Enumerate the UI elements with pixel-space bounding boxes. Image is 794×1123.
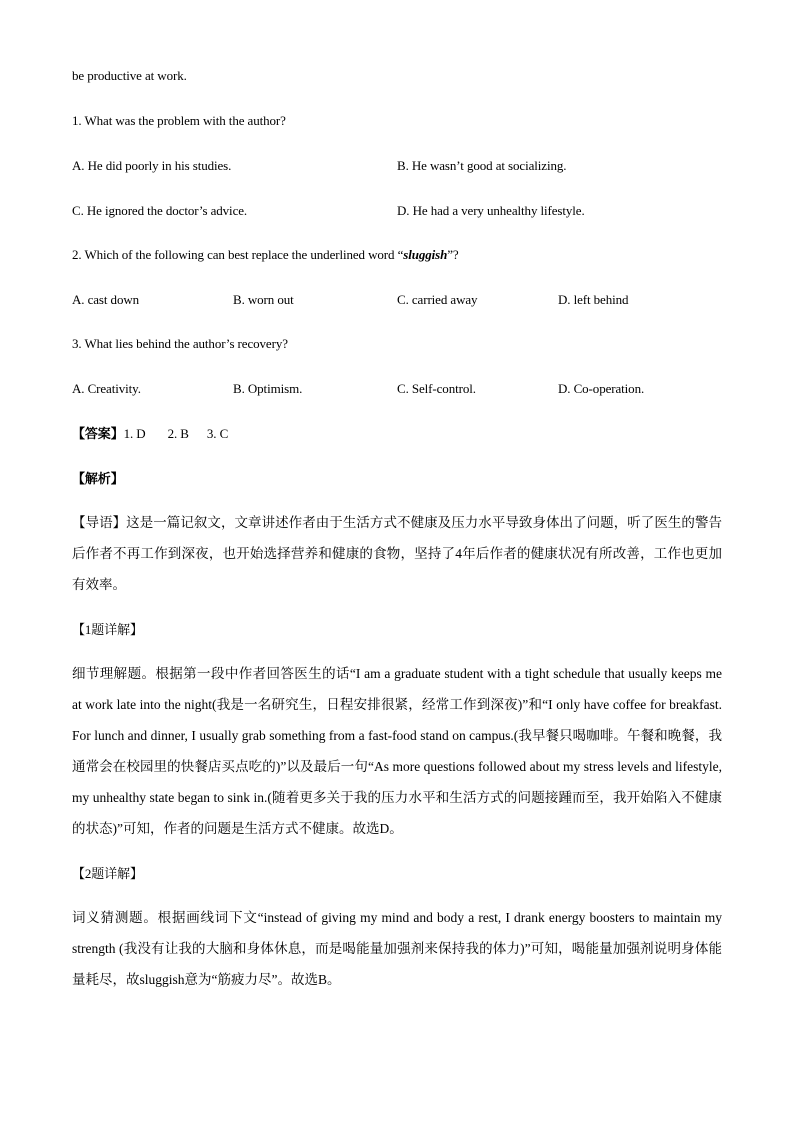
question-2-option-c: C. carried away <box>397 292 478 307</box>
analysis-label: 【解析】 <box>72 471 124 486</box>
guide-label: 【导语】 <box>72 515 127 530</box>
detail-1-text: 细节理解题。根据第一段中作者回答医生的话“I am a graduate student with a tight schedule that usually keeps me at work late into the night(我是一名研究生，日程安排很紧，经常工作到深夜)”和“I only have coffee for breakfast. For lunch and dinner, I usually grab something from a fast-food stand on campus.(我早餐只喝咖啡。午餐和晚餐，我通常会在校园里的快餐店买点吃的)”以及最后一句“As more questions followed about my stress levels and lifestyle, my unhealthy state began to sink in.(随着更多关于我的压力水平和生活方式的问题接踵而至，我开始陷入不健康的状态)”可知，作者的问题是生活方式不健康。故选D。 <box>72 666 722 836</box>
guide-text: 这是一篇记叙文，文章讲述作者由于生活方式不健康及压力水平导致身体出了问题，听了医生的警告后作者不再工作到深夜，也开始选择营养和健康的食物，坚持了4年后作者的健康状况有所改善，工作也更加有效率。 <box>72 515 723 592</box>
question-3-option-d: D. Co-operation. <box>558 381 645 396</box>
question-3-option-c: C. Self-control. <box>397 381 476 396</box>
question-2-stem-prefix: 2. Which of the following can best replace the underlined word “ <box>72 247 404 262</box>
question-2-stem-suffix: ”? <box>447 247 459 262</box>
answer-1: 1. D <box>123 426 146 441</box>
answer-label: 【答案】 <box>72 426 124 441</box>
guide-paragraph <box>72 507 722 600</box>
intro-line: be productive at work. <box>72 68 187 83</box>
question-2-underlined-word: sluggish <box>403 247 448 262</box>
question-2-option-a: A. cast down <box>72 292 140 307</box>
detail-2-text: 词义猜测题。根据画线词下文“instead of giving my mind and body a rest, I drank energy boosters to maintain my strength (我没有让我的大脑和身体休息，而是喝能量加强剂来保持我的体力)”可知，喝能量加强剂说明身体能量耗尽，故sluggish意为“筋疲力尽”。故选B。 <box>72 910 722 987</box>
question-2-option-b: B. worn out <box>233 292 294 307</box>
question-3-stem: 3. What lies behind the author’s recovery? <box>72 336 288 351</box>
question-1-option-d: D. He had a very unhealthy lifestyle. <box>397 203 585 218</box>
answer-3: 3. C <box>206 426 229 441</box>
detail-2-label: 【2题详解】 <box>72 866 143 881</box>
question-1-option-c: C. He ignored the doctor’s advice. <box>72 203 248 218</box>
answer-2: 2. B <box>167 426 189 441</box>
question-2-option-d: D. left behind <box>558 292 629 307</box>
question-1-stem: 1. What was the problem with the author? <box>72 113 286 128</box>
question-3-option-a: A. Creativity. <box>72 381 141 396</box>
question-1-option-b: B. He wasn’t good at socializing. <box>397 158 567 173</box>
question-3-option-b: B. Optimism. <box>233 381 303 396</box>
detail-1-label: 【1题详解】 <box>72 622 143 637</box>
question-1-option-a: A. He did poorly in his studies. <box>72 158 232 173</box>
answer-line <box>72 426 228 442</box>
question-2-stem <box>72 247 459 263</box>
